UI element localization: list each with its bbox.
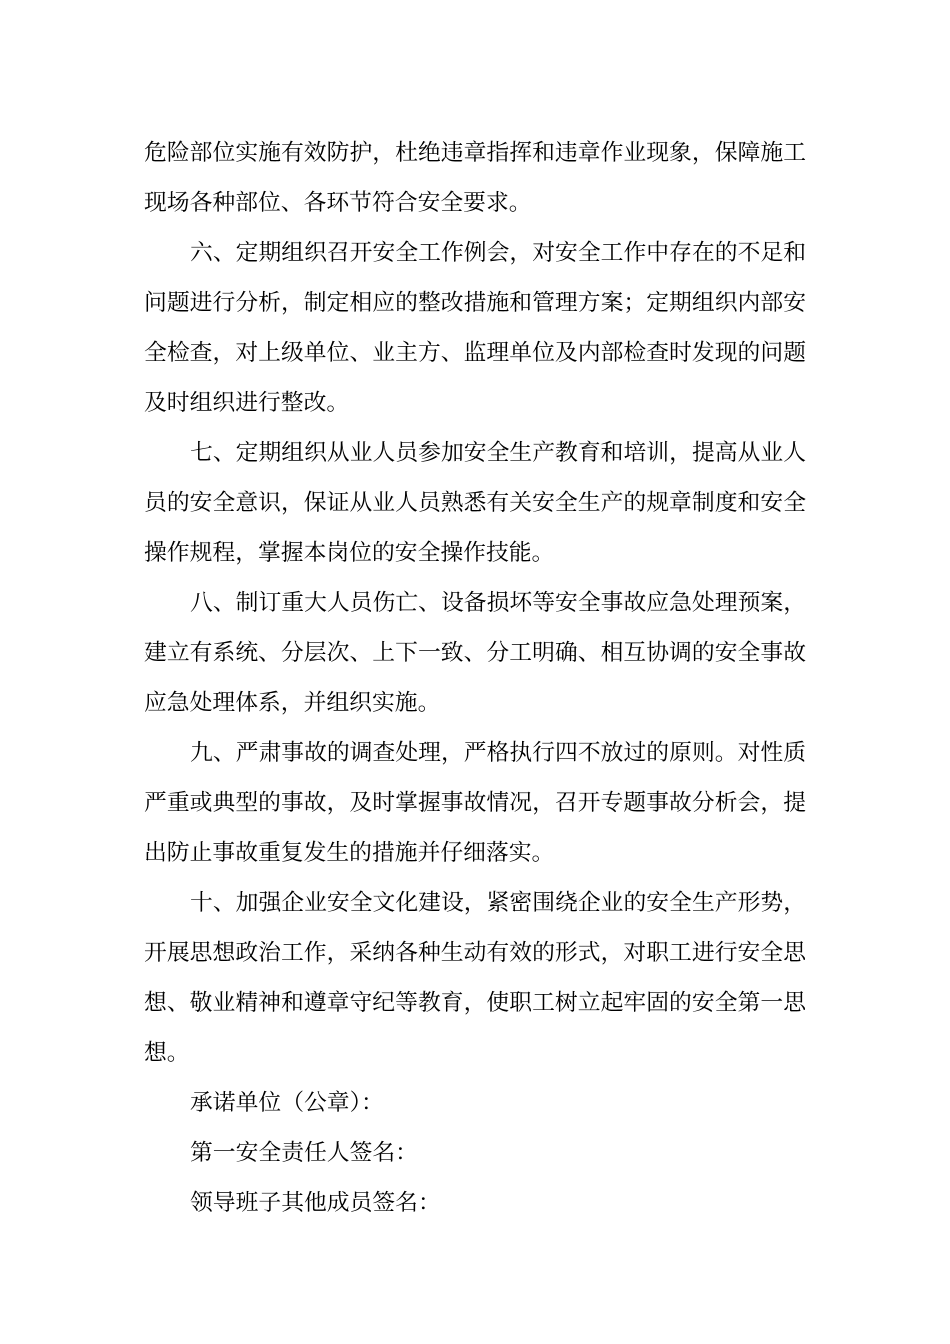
paragraph-item-eight: 八、制订重大人员伤亡、设备损坏等安全事故应急处理预案，建立有系统、分层次、上下一致、分工明确、相互协调的安全事故应急处理体系，并组织实施。 (144, 590, 806, 716)
paragraph-item-nine: 九、严肃事故的调查处理，严格执行四不放过的原则。对性质严重或典型的事故，及时掌握事故情况，召开专题事故分析会，提出防止事故重复发生的措施并仔细落实。 (144, 740, 806, 866)
signature-first-responsible: 第一安全责任人签名： (190, 1140, 418, 1166)
signature-other-members: 领导班子其他成员签名： (190, 1190, 441, 1216)
paragraph-item-ten: 十、加强企业安全文化建设，紧密围绕企业的安全生产形势，开展思想政治工作，采纳各种生动有效的形式，对职工进行安全思想、敬业精神和遵章守纪等教育，使职工树立起牢固的安全第一思想。 (144, 890, 806, 1066)
paragraph-item-seven: 七、定期组织从业人员参加安全生产教育和培训，提高从业人员的安全意识，保证从业人员熟悉有关安全生产的规章制度和安全操作规程，掌握本岗位的安全操作技能。 (144, 440, 806, 566)
paragraph-item-six: 六、定期组织召开安全工作例会，对安全工作中存在的不足和问题进行分析，制定相应的整改措施和管理方案；定期组织内部安全检查，对上级单位、业主方、监理单位及内部检查时发现的问题及时组织进行整改。 (144, 240, 806, 416)
signature-unit-seal: 承诺单位（公章）： (190, 1090, 384, 1116)
paragraph-continued: 危险部位实施有效防护，杜绝违章指挥和违章作业现象，保障施工现场各种部位、各环节符合安全要求。 (144, 140, 806, 216)
document-body (144, 128, 806, 1228)
signature-block (144, 1078, 806, 1228)
